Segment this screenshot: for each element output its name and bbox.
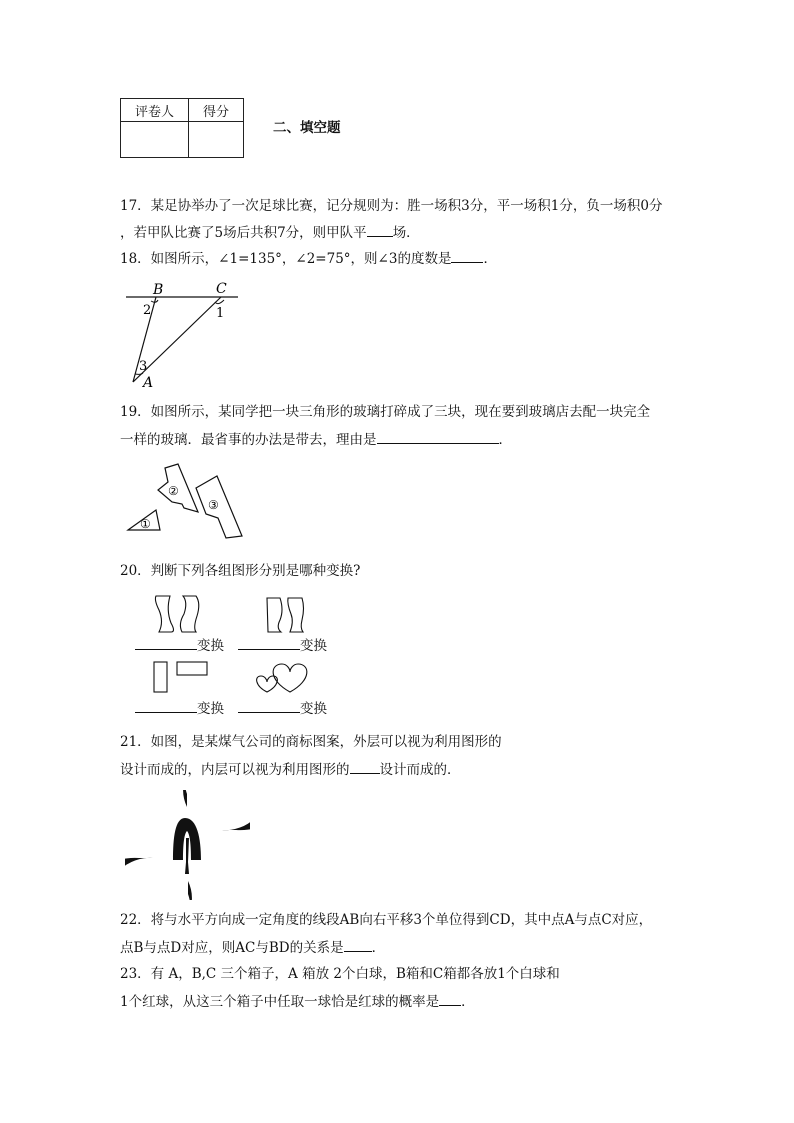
q20-answer-3 <box>135 698 224 719</box>
q20-answer-1 <box>135 635 224 656</box>
q19-piece-2-label: ② <box>168 484 179 498</box>
q20-answer-blank-4[interactable] <box>238 698 300 713</box>
q23-line2 <box>120 991 475 1012</box>
score-table <box>120 98 244 158</box>
q19-line1: 19．如图所示，某同学把一块三角形的玻璃打碎成了三块，现在要到玻璃店去配一块完全 <box>120 404 651 420</box>
score-table-cell-grader <box>121 122 189 158</box>
q19-answer-blank[interactable] <box>377 429 499 444</box>
q20-suffix-2: 变换 <box>300 638 327 654</box>
q18-label-angle-3: 3 <box>139 359 148 374</box>
q18-answer-blank[interactable] <box>451 248 483 263</box>
q23-answer-blank[interactable] <box>439 991 461 1006</box>
q21-line2-text: 设计而成的，内层可以视为利用图形的 <box>120 762 350 778</box>
q19-piece-1-label: ① <box>140 517 151 531</box>
q21-line1: 21．如图，是某煤气公司的商标图案，外层可以视为利用图形的 <box>120 734 502 750</box>
q18-triangle-figure <box>120 278 250 393</box>
q22-line2 <box>120 937 385 958</box>
q22-line1: 22．将与水平方向成一定角度的线段AB向右平移3个单位得到CD，其中点A与点C对应， <box>120 912 653 928</box>
q21-answer-blank[interactable] <box>350 759 380 774</box>
q18-label-a: A <box>143 375 154 391</box>
q18-question: 18．如图所示，∠1=135°，∠2=75°，则∠3的度数是 <box>120 251 452 267</box>
q20-text: 20．判断下列各组图形分别是哪种变换? <box>120 563 361 579</box>
q18-end: ． <box>483 251 497 267</box>
q22-end: ． <box>371 940 386 956</box>
q18-label-angle-1: 1 <box>216 306 225 321</box>
q23-line1: 23．有 A，B,C 三个箱子，A 箱放 2个白球，B箱和C箱都各放1个白球和 <box>120 966 560 982</box>
q19-line2 <box>120 429 512 450</box>
q20-shape-2a <box>267 598 282 632</box>
q18-label-b: B <box>153 282 164 298</box>
section-title: 二、填空题 <box>273 120 341 136</box>
q19-end: ． <box>498 432 512 448</box>
q18-text <box>120 248 497 269</box>
q19-piece-3-label: ③ <box>208 498 219 512</box>
q20-answer-blank-3[interactable] <box>135 698 197 713</box>
q20-suffix-4: 变换 <box>300 701 327 717</box>
q20-shape-4b <box>273 664 307 692</box>
q17-line2-text: ，若甲队比赛了5场后共积7分，则甲队平 <box>120 225 367 241</box>
q22-line2-text: 点B与点D对应，则AC与BD的关系是 <box>120 940 344 956</box>
q18-label-angle-2: 2 <box>143 303 152 318</box>
score-table-header-grader: 评卷人 <box>121 99 189 122</box>
q23-end: ． <box>461 994 475 1010</box>
q21-end: 设计而成的． <box>379 762 461 778</box>
q18-label-c: C <box>216 281 227 297</box>
q17-line1: 17．某足协举办了一次足球比赛，记分规则为：胜一场积3分，平一场积1分，负一场积0分 <box>120 198 663 214</box>
q20-suffix-3: 变换 <box>197 701 224 717</box>
q17-line2-end: 场． <box>392 225 420 241</box>
score-table-header-score: 得分 <box>189 99 244 122</box>
q22-answer-blank[interactable] <box>344 937 372 952</box>
q19-line2-text: 一样的玻璃．最省事的办法是带去，理由是 <box>120 432 377 448</box>
q21-logo-inner-flame <box>185 838 189 874</box>
q20-shape-1b <box>180 596 198 632</box>
q17-answer-blank[interactable] <box>367 222 393 237</box>
score-table-cell-score <box>189 122 244 158</box>
q23-line2-text: 1个红球，从这三个箱子中任取一球恰是红球的概率是 <box>120 994 440 1010</box>
q20-shape-3b <box>177 662 207 675</box>
q20-shape-2b <box>288 598 304 632</box>
q20-answer-4 <box>238 698 327 719</box>
q20-answer-blank-2[interactable] <box>238 635 300 650</box>
q17-line2 <box>120 222 420 243</box>
q21-gas-company-logo <box>125 790 250 900</box>
q20-shape-1a <box>155 596 173 632</box>
q21-logo-outer-bottom-ring <box>125 858 192 900</box>
q19-piece-3 <box>196 476 242 538</box>
q20-answer-blank-1[interactable] <box>135 635 197 650</box>
q21-line2 <box>120 759 461 780</box>
q20-suffix-1: 变换 <box>197 638 224 654</box>
q20-answer-2 <box>238 635 327 656</box>
q20-shape-3a <box>154 662 167 692</box>
q19-broken-glass-figure <box>120 460 250 542</box>
